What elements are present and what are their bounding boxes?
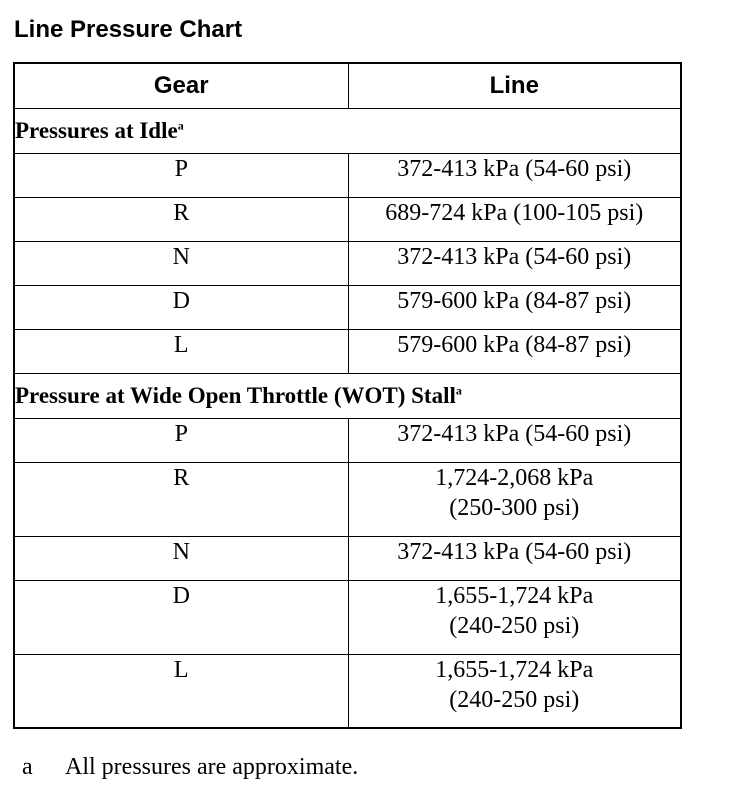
gear-cell: D	[14, 285, 348, 329]
gear-cell: R	[14, 197, 348, 241]
table-row	[14, 654, 681, 728]
line-pressure-cell	[348, 580, 681, 654]
line-pressure-value: 1,655-1,724 kPa	[435, 582, 594, 609]
section-heading-label: Pressure at Wide Open Throttle (WOT) Stall	[15, 382, 456, 408]
line-pressure-value: (240-250 psi)	[449, 686, 580, 713]
table-body	[14, 108, 681, 728]
line-pressure-value: 579-600 kPa (84-87 psi)	[397, 287, 632, 314]
footnote-text: All pressures are approximate.	[65, 754, 359, 780]
line-pressure-cell	[348, 418, 681, 462]
line-pressure-cell	[348, 536, 681, 580]
section-heading-label: Pressures at Idle	[15, 117, 178, 143]
table-row	[14, 418, 681, 462]
footnote-reference: a	[455, 382, 462, 397]
line-pressure-cell	[348, 462, 681, 536]
table-row	[14, 285, 681, 329]
section-row	[14, 108, 681, 153]
line-pressure-cell	[348, 329, 681, 373]
gear-cell: N	[14, 536, 348, 580]
line-pressure-value: 372-413 kPa (54-60 psi)	[397, 243, 632, 270]
line-pressure-cell	[348, 197, 681, 241]
gear-column-header: Gear	[14, 63, 348, 108]
line-pressure-cell	[348, 153, 681, 197]
table-row	[14, 329, 681, 373]
line-pressure-value: 372-413 kPa (54-60 psi)	[397, 155, 632, 182]
line-column-header: Line	[348, 63, 681, 108]
line-pressure-cell	[348, 654, 681, 728]
line-pressure-value: 372-413 kPa (54-60 psi)	[397, 420, 632, 447]
line-pressure-value: (250-300 psi)	[449, 494, 580, 521]
gear-cell: R	[14, 462, 348, 536]
gear-cell: L	[14, 329, 348, 373]
line-pressure-value: 689-724 kPa (100-105 psi)	[385, 199, 644, 226]
line-pressure-cell	[348, 285, 681, 329]
line-pressure-value: 372-413 kPa (54-60 psi)	[397, 538, 632, 565]
gear-cell: N	[14, 241, 348, 285]
line-pressure-cell	[348, 241, 681, 285]
gear-cell: P	[14, 418, 348, 462]
table-row	[14, 580, 681, 654]
table-row	[14, 536, 681, 580]
table-row	[14, 241, 681, 285]
gear-cell: P	[14, 153, 348, 197]
line-pressure-value: 1,724-2,068 kPa	[435, 464, 594, 491]
footnote-mark: a	[22, 754, 33, 780]
gear-cell: L	[14, 654, 348, 728]
line-pressure-value: 1,655-1,724 kPa	[435, 656, 594, 683]
section-heading	[14, 108, 681, 153]
line-pressure-value: (240-250 psi)	[449, 612, 580, 639]
table-header-row	[14, 63, 681, 108]
table-row	[14, 153, 681, 197]
section-row	[14, 373, 681, 418]
section-heading	[14, 373, 681, 418]
line-pressure-table	[13, 62, 682, 729]
footnote	[22, 752, 358, 782]
table-row	[14, 197, 681, 241]
page-title: Line Pressure Chart	[14, 16, 243, 43]
gear-cell: D	[14, 580, 348, 654]
table-row	[14, 462, 681, 536]
line-pressure-value: 579-600 kPa (84-87 psi)	[397, 331, 632, 358]
footnote-reference: a	[177, 117, 184, 132]
